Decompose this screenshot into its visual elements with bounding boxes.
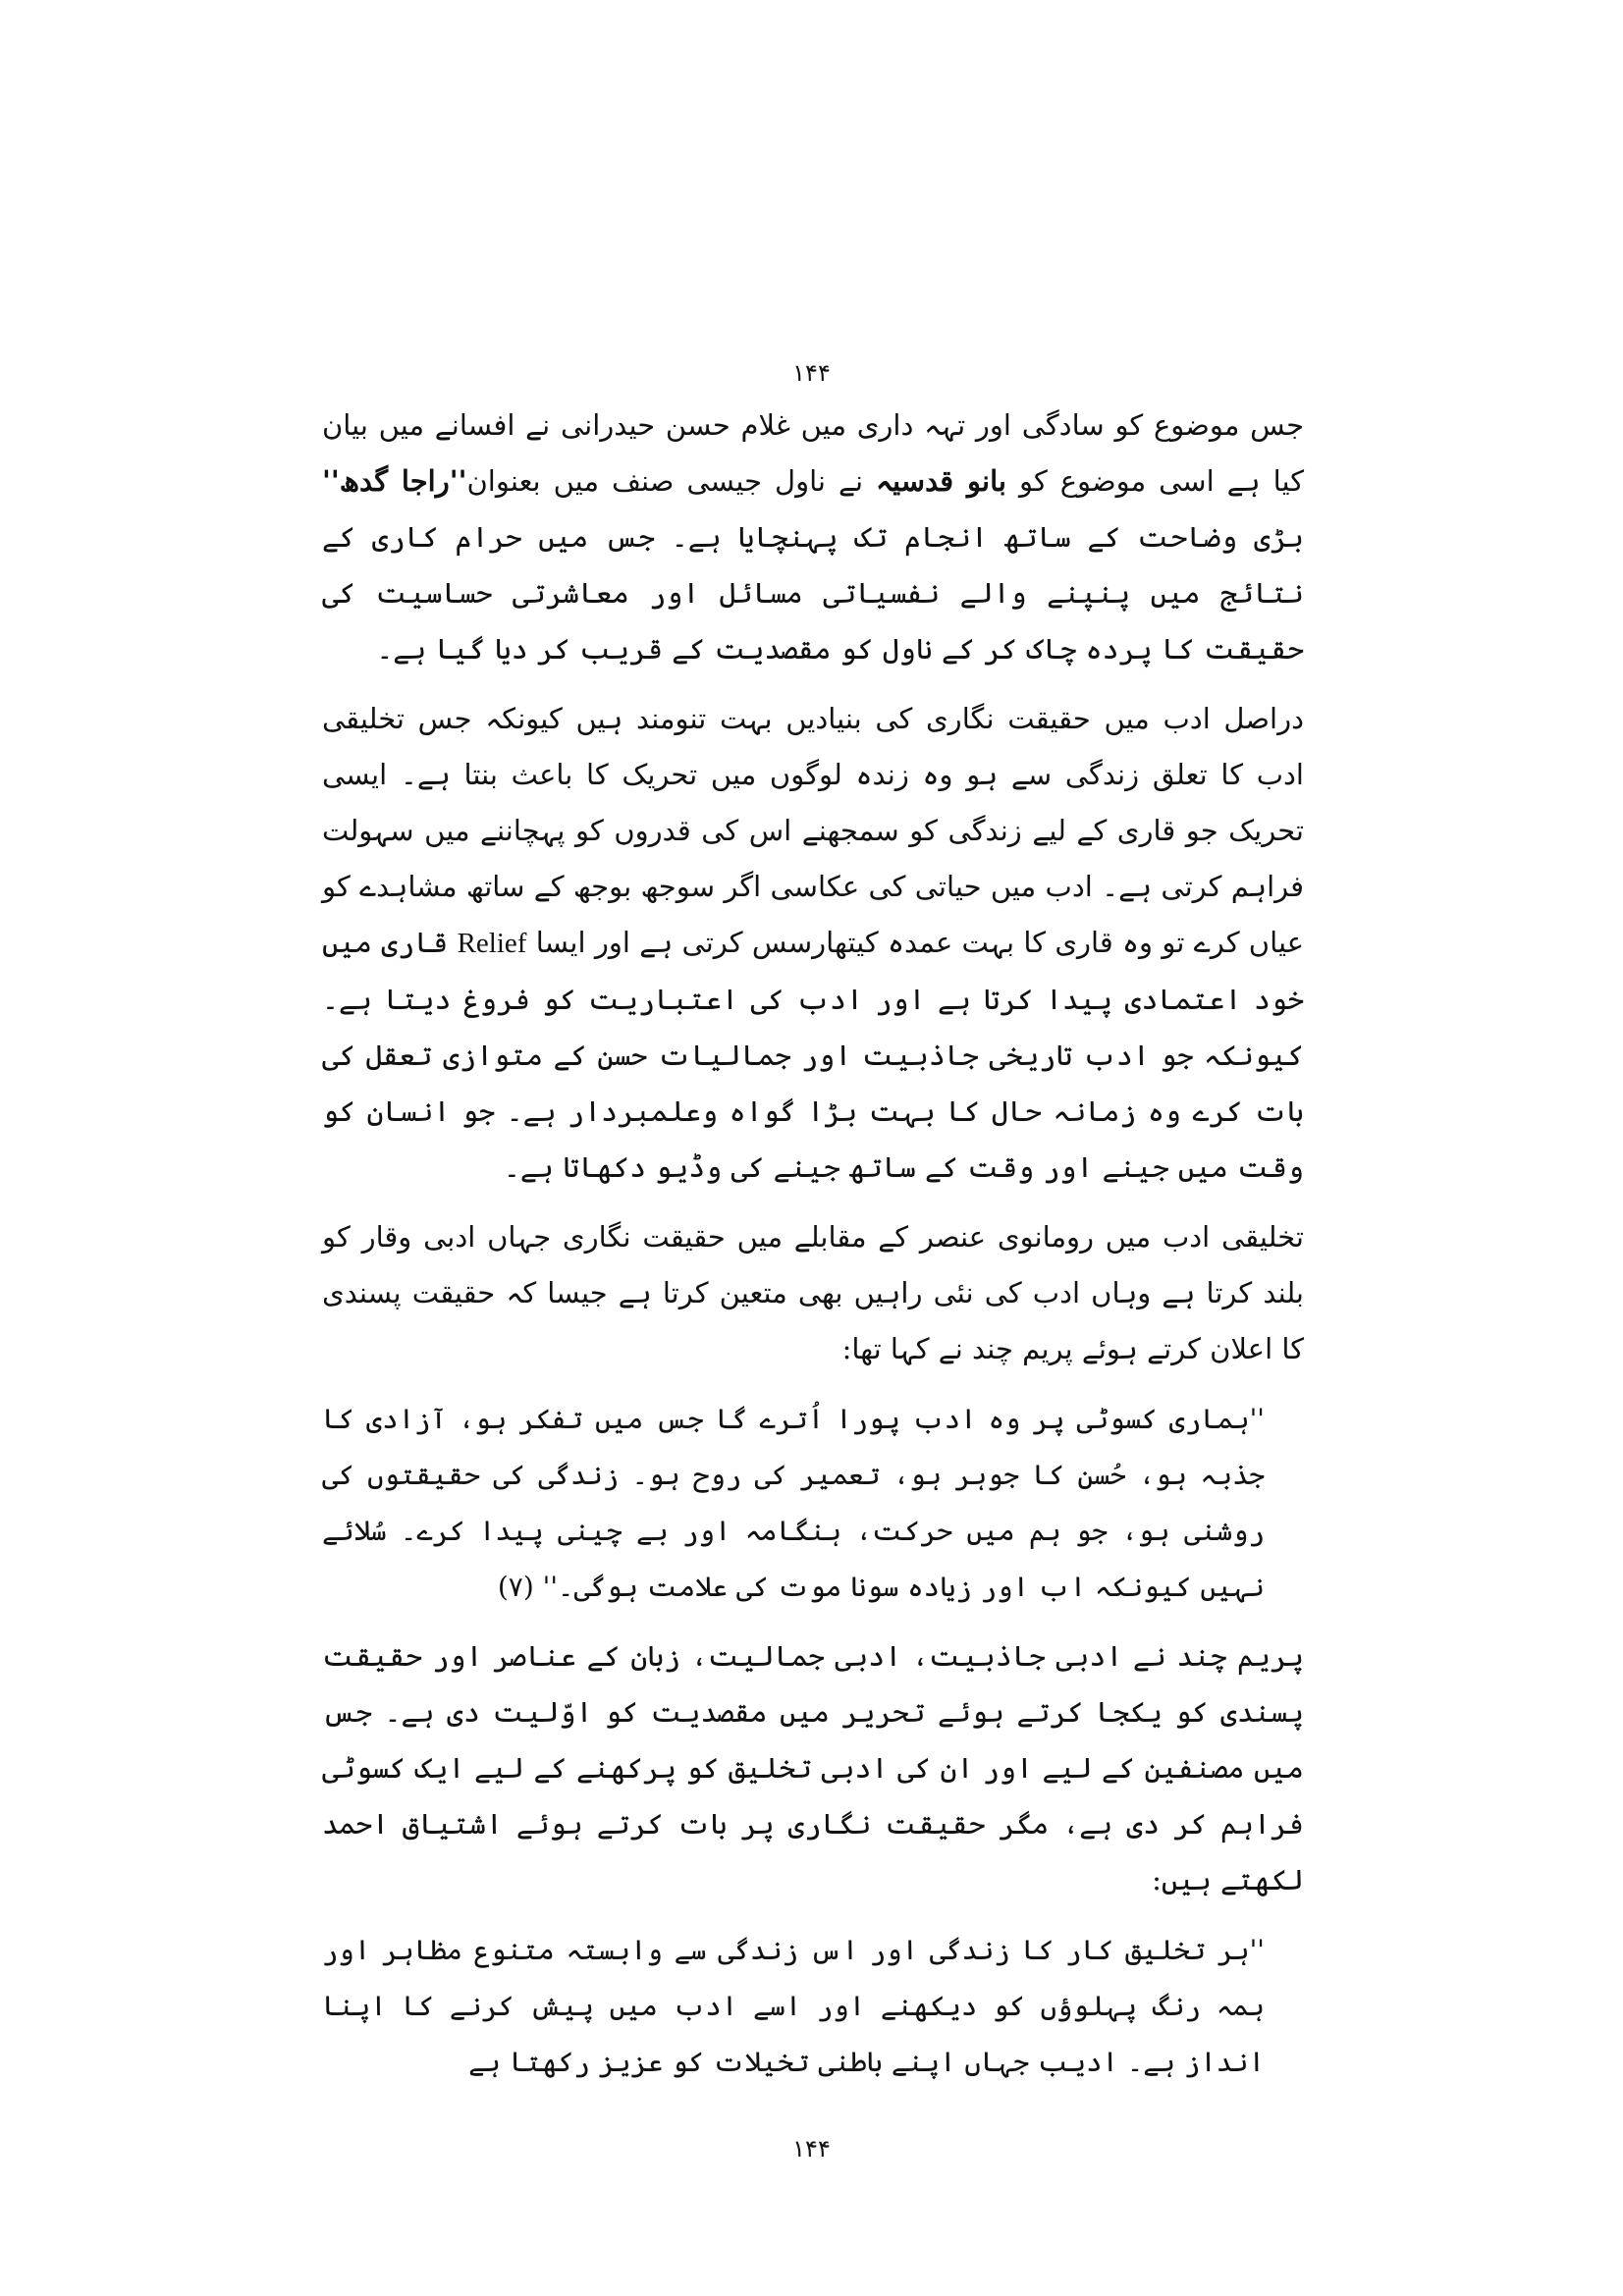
block-quote-2: ''ہر تخلیق کار کا زندگی اور اس زندگی سے وابستہ متنوع مظاہر اور ہمہ رنگ پہلوؤں کو دیکھنے اور اسے ادب میں پیش کرنے کا اپنا انداز ہے۔ ادیب جہاں اپنے باطنی تخیلات کو عزیز رکھتا ہے xyxy=(322,1934,1265,2078)
page-body xyxy=(322,398,1304,2104)
block-quote-1: ''ہماری کسوٹی پر وہ ادب پورا اُترے گا جس میں تفکر ہو، آزادی کا جذبہ ہو، حُسن کا جوہر ہو، تعمیر کی روح ہو۔ زندگی کی حقیقتوں کی روشنی ہو، جو ہم میں حرکت، ہنگامہ اور بے چینی پیدا کرے۔ سُلائے نہیں کیونکہ اب اور زیادہ سونا موت کی علامت ہوگی۔'' (۷) xyxy=(322,1403,1265,1603)
novel-title-bold: ''راجا گدھ'' xyxy=(322,464,467,498)
paragraph-1-text-c: بڑی وضاحت کے ساتھ انجام تک پہنچایا ہے۔ جس میں حرام کاری کے نتائج میں پنپنے والے نفسیاتی مسائل اور معاشرتی حساسیت کی حقیقت کا پردہ چاک کر کے ناول کو مقصدیت کے قریب کر دیا گیا ہے۔ xyxy=(322,520,1304,666)
paragraph-1-text-a: جس موضوع کو سادگی اور تہہ داری میں غلام حسن حیدرانی نے افسانے میں بیان کیا ہے اسی موضوع کو xyxy=(322,408,1304,498)
paragraph-1 xyxy=(322,398,1304,677)
page-number-top: ۱۴۴ xyxy=(792,359,831,387)
page-number-bottom: ۱۴۴ xyxy=(792,2135,831,2163)
paragraph-1-text-b: نے ناول جیسی صنف میں بعنوان xyxy=(466,464,877,498)
paragraph-2-text-a: دراصل ادب میں حقیقت نگاری کی بنیادیں بہت تنومند ہیں کیونکہ جس تخلیقی ادب کا تعلق زندگی سے ہو وہ زندہ لوگوں میں تحریک کا باعث بنتا ہے۔ ایسی تحریک جو قاری کے لیے زندگی کو سمجھنے اس کی قدروں کو پہچاننے میں سہولت فراہم کرتی ہے۔ ادب میں حیاتی کی عکاسی اگر سوجھ بوجھ کے ساتھ مشاہدے کو عیاں کرے تو وہ قاری کا بہت عمدہ کیتھارسس کرتی ہے اور ایسا xyxy=(322,702,1304,959)
author-name-bold: بانو قدسیہ xyxy=(876,464,1006,498)
relief-english-word: Relief xyxy=(457,928,527,959)
paragraph-2 xyxy=(322,691,1304,1196)
paragraph-2-text-b: قاری میں خود اعتمادی پیدا کرتا ہے اور ادب کی اعتباریت کو فروغ دیتا ہے۔ کیونکہ جو ادب تاریخی جاذبیت اور جمالیات حسن کے متوازی تعقل کی بات کرے وہ زمانہ حال کا بہت بڑا گواہ وعلمبردار ہے۔ جو انسان کو وقت میں جینے اور وقت کے ساتھ جینے کی وڈیو دکھاتا ہے۔ xyxy=(322,926,1304,1184)
paragraph-4: پریم چند نے ادبی جاذبیت، ادبی جمالیت، زبان کے عناصر اور حقیقت پسندی کو یکجا کرتے ہوئے تحریر میں مقصدیت کو اوّلیت دی ہے۔ جس میں مصنفین کے لیے اور ان کی ادبی تخلیق کو پرکھنے کے لیے ایک کسوٹی فراہم کر دی ہے، مگر حقیقت نگاری پر بات کرتے ہوئے اشتیاق احمد لکھتے ہیں: xyxy=(322,1639,1304,1896)
paragraph-3-text: تخلیقی ادب میں رومانوی عنصر کے مقابلے میں حقیقت نگاری جہاں ادبی وقار کو بلند کرتا ہے وہاں ادب کی نئی راہیں بھی متعین کرتا ہے جیسا کہ حقیقت پسندی کا اعلان کرتے ہوئے پریم چند نے کہا تھا: xyxy=(322,1220,1304,1365)
paragraph-3 xyxy=(322,1209,1304,1377)
